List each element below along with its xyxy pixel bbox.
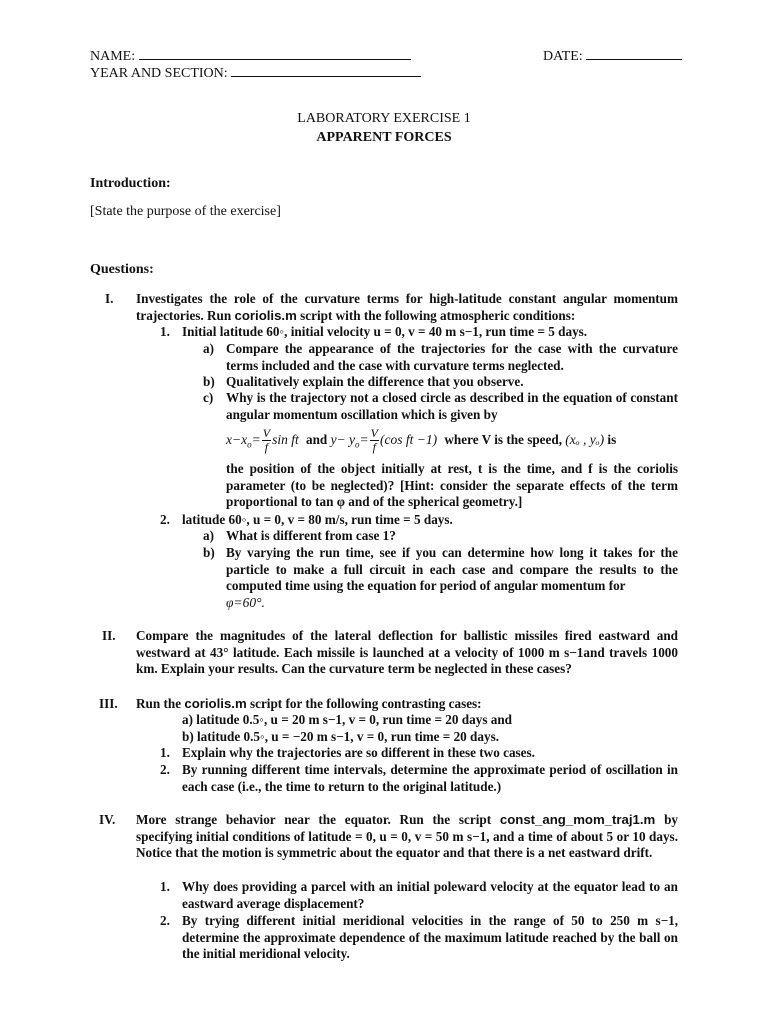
question-3-numeral: III. <box>99 696 118 711</box>
question-3-case-b: b) latitude 0.5◦, u = −20 m s−1, v = 0, run time = 20 days. <box>182 729 500 744</box>
equation-where-text: where V is the speed, <box>444 432 562 447</box>
name-label: NAME: <box>90 49 136 64</box>
question-3-case-a: a) latitude 0.5◦, u = 20 m s−1, v = 0, run time = 20 days and <box>182 712 513 727</box>
case-2-b-text: By varying the run time, see if you can determine how long it takes for the particle to make a full circuit in each case and compare the results to the computed time using the equation for period of angular momentum for <box>226 545 678 594</box>
question-4-intro-text-b: by specifying initial conditions of latitude = 0, u = 0, v = 50 m s−1, and a time of about 5 or 10 days. Notice that the motion is symmetric about the equator and that there is a net eastward drift. <box>136 812 678 861</box>
case-2-a-text: What is different from case 1? <box>226 528 396 543</box>
question-3-intro-text-a: Run the <box>136 696 185 711</box>
case-2-b-end: φ=60°. <box>226 595 265 610</box>
equation-is: is <box>607 432 617 447</box>
introduction-placeholder: [State the purpose of the exercise] <box>90 204 281 219</box>
question-2-text: Compare the magnitudes of the lateral deflection for ballistic missiles fired eastward and westward at 43° latitude. Each missile is launched at a velocity of 1000 m s−1and travels 1000 km. Explain your results. Can the curvature term be neglected in these cases? <box>136 628 678 677</box>
case-1-b-label: b) <box>203 374 215 389</box>
date-label: DATE: <box>543 49 583 64</box>
fraction-v-over-f-1: $\frac{V}{f}$ <box>262 426 271 455</box>
question-1-intro-text-b: script with the following atmospheric conditions: <box>296 307 576 323</box>
equation-x-rhs: sin ft <box>272 432 299 447</box>
date-blank-line[interactable] <box>586 47 682 60</box>
question-3-item-1: Explain why the trajectories are so different in these two cases. <box>182 745 535 760</box>
question-1-intro-text-a: Investigates the role of the curvature terms for high-latitude constant angular momentum trajectories. Run <box>136 291 678 323</box>
question-4-item-1-number: 1. <box>160 879 170 894</box>
case-2-b-label: b) <box>203 545 215 560</box>
question-1-numeral: I. <box>105 291 114 306</box>
equation-position: (xₒ , yₒ) <box>565 432 605 447</box>
year-section-field-row <box>90 64 421 82</box>
question-3-item-1-number: 1. <box>160 745 170 760</box>
question-2-numeral: II. <box>102 628 116 643</box>
year-section-label: YEAR AND SECTION: <box>90 66 228 81</box>
case-1-c-continuation: the position of the object initially at rest, t is the time, and f is the coriolis parameter (to be neglected)? [Hint: consider the separate effects of the term proportional to tan φ and of the spherical geometry.] <box>226 461 678 510</box>
oscillation-equation-line <box>226 425 681 460</box>
case-2-conditions: latitude 60◦, u = 0, v = 80 m/s, run time = 5 days. <box>182 512 453 527</box>
equation-and: and <box>306 432 328 447</box>
exercise-title: APPARENT FORCES <box>316 130 452 145</box>
questions-heading: Questions: <box>90 262 154 277</box>
exercise-number: LABORATORY EXERCISE 1 <box>297 111 471 126</box>
equation-x: $x-x_o=$ <box>226 432 261 450</box>
question-4-numeral: IV. <box>99 812 116 827</box>
year-section-blank-line[interactable] <box>231 64 421 77</box>
question-1-intro <box>136 291 678 324</box>
question-3-item-2-number: 2. <box>160 762 170 777</box>
case-1-conditions: Initial latitude 60◦, initial velocity u = 0, v = 40 m s−1, run time = 5 days. <box>182 324 588 339</box>
name-blank-line[interactable] <box>139 47 411 60</box>
case-1-a-text: Compare the appearance of the trajectories for the case with the curvature terms included and the case with curvature terms neglected. <box>226 341 678 373</box>
question-4-intro-text-a: More strange behavior near the equator. Run the script <box>136 812 500 827</box>
fraction-v-over-f-2: $\frac{V}{f}$ <box>370 426 378 455</box>
case-2-number: 2. <box>160 512 170 527</box>
question-3-item-2: By running different time intervals, determine the approximate period of oscillation in each case (i.e., the time to return to the original latitude.) <box>182 762 678 794</box>
equation-y-rhs: (cos ft −1) <box>380 432 438 447</box>
equation-y: $y- y_o=$ <box>330 432 369 450</box>
question-3-intro <box>136 696 482 713</box>
script-name-const-ang-mom: const_ang_mom_traj1.m <box>499 812 656 827</box>
name-field-row <box>90 47 411 65</box>
case-1-number: 1. <box>160 324 170 339</box>
question-3-intro-text-b: script for the following contrasting cases: <box>246 696 482 711</box>
introduction-heading: Introduction: <box>90 176 171 191</box>
case-1-b-text: Qualitatively explain the difference that you observe. <box>226 374 524 389</box>
question-4-item-2-number: 2. <box>160 913 170 928</box>
case-1-c-label: c) <box>203 390 214 405</box>
question-4-intro <box>136 812 678 862</box>
question-4-item-1: Why does providing a parcel with an initial poleward velocity at the equator lead to an eastward average displacement? <box>182 879 678 911</box>
case-1-c-text: Why is the trajectory not a closed circle as described in the equation of constant angular momentum oscillation which is given by <box>226 390 678 422</box>
case-2-a-label: a) <box>203 528 214 543</box>
script-name-coriolis-2: coriolis.m <box>184 696 247 711</box>
case-1-a-label: a) <box>203 341 214 356</box>
date-field-row <box>543 47 682 65</box>
question-4-item-2: By trying different initial meridional velocities in the range of 50 to 250 m s−1, determine the approximate dependence of the maximum latitude reached by the ball on the initial meridional velocity. <box>182 913 678 962</box>
script-name-coriolis: coriolis.m <box>234 307 297 323</box>
